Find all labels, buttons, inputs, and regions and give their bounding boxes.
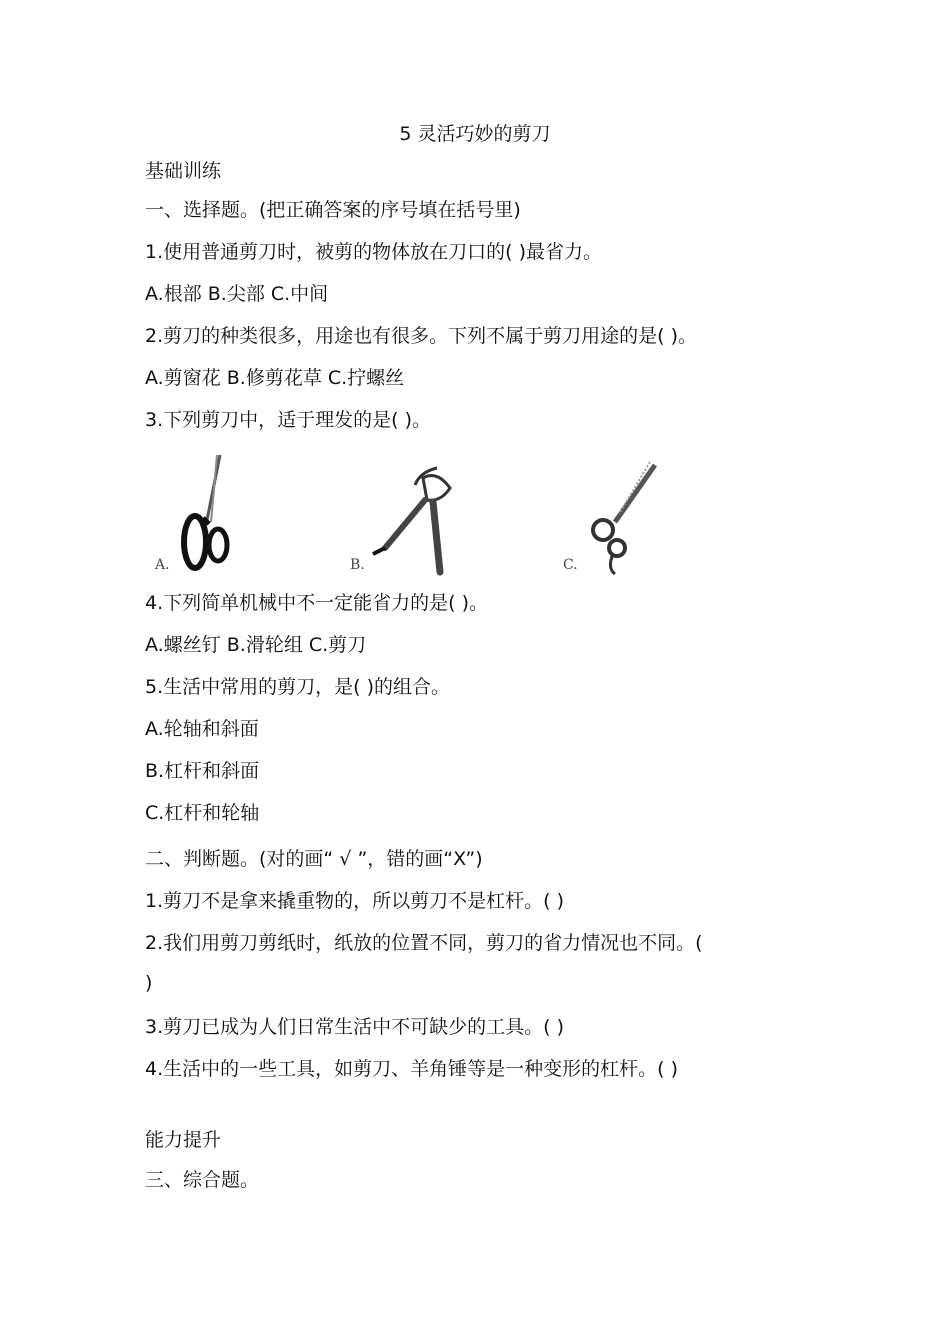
question-2: 2.剪刀的种类很多，用途也有很多。下列不属于剪刀用途的是( )。 xyxy=(145,325,697,347)
question-4-options: A.螺丝钉 B.滑轮组 C.剪刀 xyxy=(145,634,367,656)
judgement-4: 4.生活中的一些工具，如剪刀、羊角锤等是一种变形的杠杆。( ) xyxy=(145,1058,678,1080)
question-2-options: A.剪窗花 B.修剪花草 C.拧螺丝 xyxy=(145,367,405,389)
question-4: 4.下列简单机械中不一定能省力的是( )。 xyxy=(145,592,488,614)
question-5-option-b: B.杠杆和斜面 xyxy=(145,760,260,782)
page-title: 5 灵活巧妙的剪刀 xyxy=(399,123,551,145)
question-5-option-a: A.轮轴和斜面 xyxy=(145,718,259,740)
section-basic-training: 基础训练 xyxy=(145,160,222,182)
scissors-figure xyxy=(145,450,705,580)
question-5: 5.生活中常用的剪刀，是( )的组合。 xyxy=(145,676,450,698)
judgement-1: 1.剪刀不是拿来撬重物的，所以剪刀不是杠杆。( ) xyxy=(145,890,564,912)
question-1: 1.使用普通剪刀时，被剪的物体放在刀口的( )最省力。 xyxy=(145,241,602,263)
figure-label-a: A. xyxy=(155,557,170,573)
question-1-options: A.根部 B.尖部 C.中间 xyxy=(145,283,329,305)
section-heading-judgement: 二、判断题。(对的画“ √ ”，错的画“X”) xyxy=(145,848,483,870)
judgement-3: 3.剪刀已成为人们日常生活中不可缺少的工具。( ) xyxy=(145,1016,564,1038)
question-3: 3.下列剪刀中，适于理发的是( )。 xyxy=(145,409,431,431)
section-ability-improvement: 能力提升 xyxy=(145,1129,222,1151)
figure-label-c: C. xyxy=(563,557,578,573)
question-5-option-c: C.杠杆和轮轴 xyxy=(145,802,260,824)
scissors-figure-svg xyxy=(145,450,705,580)
tailor-scissors-icon xyxy=(184,455,227,568)
pruning-shears-icon xyxy=(373,468,450,572)
hair-thinning-scissors-icon xyxy=(593,462,655,574)
section-heading-comprehensive: 三、综合题。 xyxy=(145,1169,260,1191)
judgement-2-continued: ) xyxy=(145,972,153,994)
figure-label-b: B. xyxy=(350,557,365,573)
judgement-2: 2.我们用剪刀剪纸时，纸放的位置不同，剪刀的省力情况也不同。( xyxy=(145,932,703,954)
section-heading-choice: 一、选择题。(把正确答案的序号填在括号里) xyxy=(145,199,521,221)
